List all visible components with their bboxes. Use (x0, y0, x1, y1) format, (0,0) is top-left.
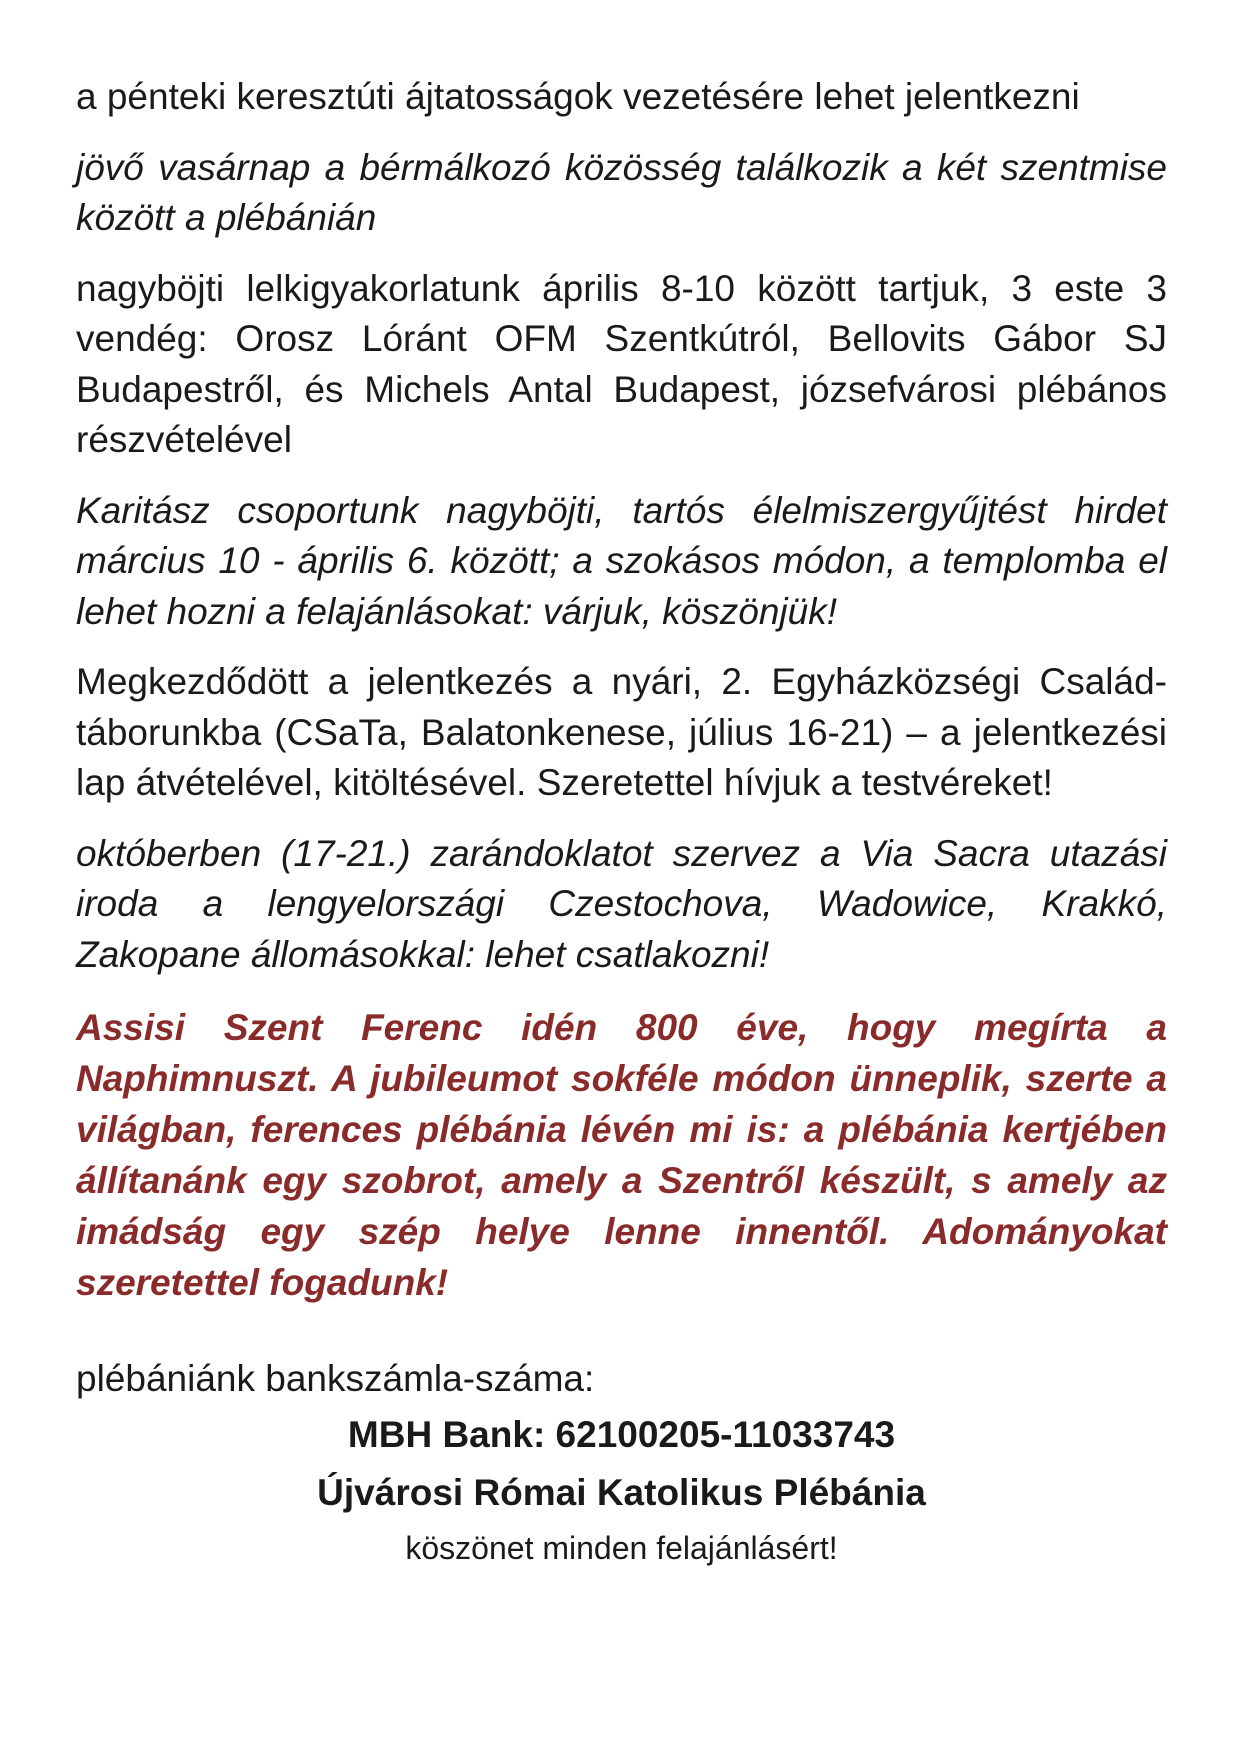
bank-account-number: MBH Bank: 62100205-11033743 (347, 1414, 896, 1455)
announcement-pilgrimage: októberben (17-21.) zarándoklatot szervez a Via Sacra utazási iroda a lengyelországi Czestochova, Wadowice, Krakkó, Zakopane állomásokkal: lehet csatlakozni! (76, 832, 1167, 975)
announcement-family-camp: Megkezdődött a jelentkezés a nyári, 2. Egyházközségi Család-táborunkba (CSaTa, Balatonkenese, július 16-21) – a jelentkezési lap átvételével, kitöltésével. Szeretettel hívjuk a testvéreket! (76, 661, 1167, 803)
announcement-confirmation-group: jövő vasárnap a bérmálkozó közösség találkozik a két szentmise között a plébánián (76, 146, 1167, 238)
bank-account-label: plébániánk bankszámla-száma: (76, 1358, 595, 1399)
announcement-saint-francis-jubilee: Assisi Szent Ferenc idén 800 éve, hogy megírta a Naphimnuszt. A jubileumot sokféle módon ünneplik, szerte a világban, ferences plébánia lévén mi is: a plébánia kertjében állítanánk egy szobrot, amely a Szentről készült, s amely az imádság egy szép helye lenne innentől. Adományokat szeretettel fogadunk! (76, 1007, 1167, 1303)
announcement-caritas-food-drive: Karitász csoportunk nagyböjti, tartós élelmiszergyűjtést hirdet március 10 - április 6. között; a szokásos módon, a templomba el lehet hozni a felajánlásokat: várjuk, köszönjük! (76, 489, 1167, 632)
announcement-lenten-retreat: nagyböjti lelkigyakorlatunk április 8-10 között tartjuk, 3 este 3 vendég: Orosz Lóránt OFM Szentkútról, Bellovits Gábor SJ Budapestről, és Michels Antal Budapest, józsefvárosi plébános részvételével (76, 267, 1167, 460)
account-holder: Újvárosi Római Katolikus Plébánia (317, 1472, 926, 1513)
announcement-stations-of-cross: a pénteki keresztúti ájtatosságok vezetésére lehet jelentkezni (76, 76, 1080, 117)
announcement-page (76, 72, 1167, 1570)
thanks-note: köszönet minden felajánlásért! (405, 1530, 838, 1566)
